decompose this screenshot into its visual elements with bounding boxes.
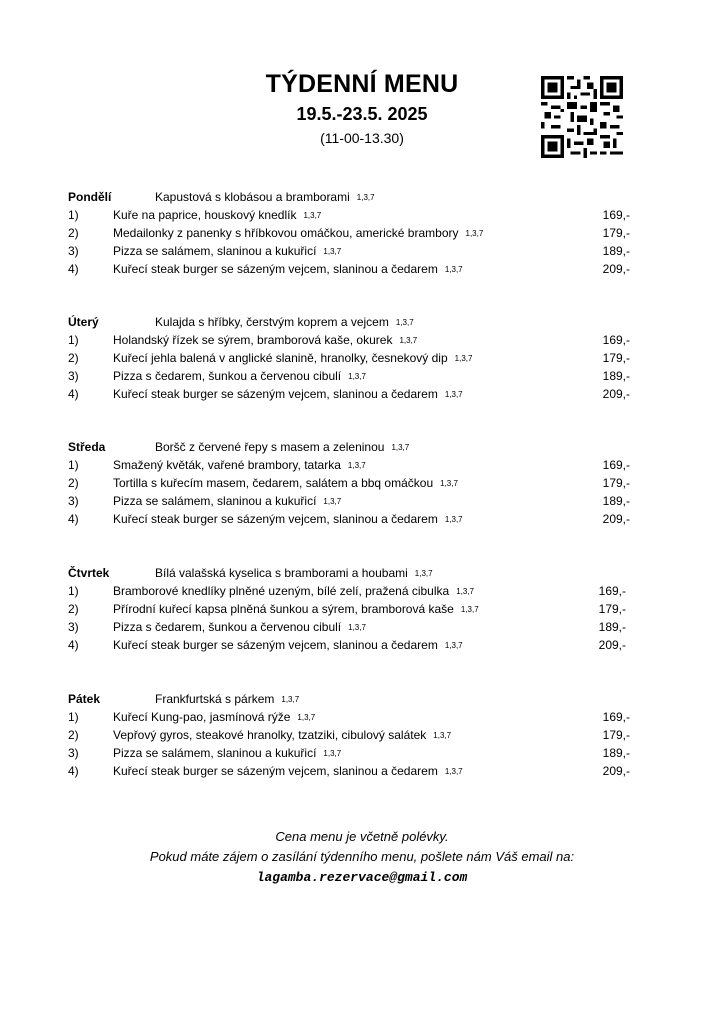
menu-item: 3) Pizza s čedarem, šunkou a červenou cibulí 1,3,7 189,-: [68, 369, 630, 383]
price: 209,-: [602, 262, 630, 276]
day-block-thursday: [0, 564, 724, 654]
allergens: 1,3,7: [356, 193, 375, 202]
menu-item: 4) Kuřecí steak burger se sázeným vejcem, slaninou a čedarem 1,3,7 209,-: [68, 387, 630, 401]
soup-text: Kulajda s hříbky, čerstvým koprem a vejcem 1,3,7: [155, 315, 414, 329]
allergens: 1,3,7: [395, 318, 414, 327]
menu-item: 1) Kuře na paprice, houskový knedlík 1,3,7 169,-: [68, 208, 630, 222]
menu-item: 2) Tortilla s kuřecím masem, čedarem, salátem a bbq omáčkou 1,3,7 179,-: [68, 476, 630, 490]
page-title: TÝDENNÍ MENU: [265, 70, 459, 98]
menu-item: 2) Medailonky z panenky s hříbkovou omáčkou, americké brambory 1,3,7 179,-: [68, 226, 630, 240]
day-block-tuesday: [0, 313, 724, 403]
price: 189,-: [602, 746, 630, 760]
price: 189,-: [602, 494, 630, 508]
menu-item: 3) Pizza se salámem, slaninou a kukuřicí 1,3,7 189,-: [68, 244, 630, 258]
allergens: 1,3,7: [414, 569, 433, 578]
price: 169,-: [602, 208, 630, 222]
menu-item: 2) Přírodní kuřecí kapsa plněná šunkou a sýrem, bramborová kaše 1,3,7 179,-: [68, 602, 626, 616]
day-name: Pátek: [68, 692, 101, 706]
day-block-monday: [0, 188, 724, 278]
price: 189,-: [602, 244, 630, 258]
menu-item: 2) Vepřový gyros, steakové hranolky, tzatziki, cibulový salátek 1,3,7 179,-: [68, 728, 630, 742]
menu-item: 3) Pizza se salámem, slaninou a kukuřicí 1,3,7 189,-: [68, 746, 630, 760]
menu-item: 1) Bramborové knedlíky plněné uzeným, bílé zelí, pražená cibulka 1,3,7 169,-: [68, 584, 626, 598]
price: 189,-: [602, 369, 630, 383]
price: 189,-: [598, 620, 626, 634]
soup-text: Frankfurtská s párkem 1,3,7: [155, 692, 300, 706]
day-name: Pondělí: [68, 190, 112, 204]
menu-item: 3) Pizza s čedarem, šunkou a červenou cibulí 1,3,7 189,-: [68, 620, 626, 634]
qr-code-icon[interactable]: [541, 76, 623, 158]
menu-item: 4) Kuřecí steak burger se sázeným vejcem, slaninou a čedarem 1,3,7 209,-: [68, 638, 626, 652]
menu-item: 1) Smažený květák, vařené brambory, tatarka 1,3,7 169,-: [68, 458, 630, 472]
contact-email-link[interactable]: lagamba.rezervace@gmail.com: [256, 870, 468, 885]
price: 169,-: [598, 584, 626, 598]
soup-row: [0, 313, 724, 331]
menu-item: 2) Kuřecí jehla balená v anglické slanině, hranolky, česnekový dip 1,3,7 179,-: [68, 351, 630, 365]
soup-row: [0, 690, 724, 708]
price: 209,-: [598, 638, 626, 652]
price: 179,-: [602, 226, 630, 240]
price: 179,-: [602, 351, 630, 365]
price: 169,-: [602, 458, 630, 472]
serving-hours: (11-00-13.30): [320, 130, 404, 146]
price: 179,-: [602, 728, 630, 742]
soup-row: [0, 438, 724, 456]
menu-item: 4) Kuřecí steak burger se sázeným vejcem, slaninou a čedarem 1,3,7 209,-: [68, 764, 630, 778]
menu-item: 1) Kuřecí Kung-pao, jasmínová rýže 1,3,7 169,-: [68, 710, 630, 724]
allergens: 1,3,7: [281, 695, 300, 704]
day-name: Středa: [68, 440, 106, 454]
price: 209,-: [602, 387, 630, 401]
price: 169,-: [602, 710, 630, 724]
soup-text: Bílá valašská kyselica s bramborami a houbami 1,3,7: [155, 566, 433, 580]
day-block-wednesday: [0, 438, 724, 528]
menu-item: 1) Holandský řízek se sýrem, bramborová kaše, okurek 1,3,7 169,-: [68, 333, 630, 347]
date-range: 19.5.-23.5. 2025: [296, 104, 428, 124]
day-block-friday: [0, 690, 724, 780]
price: 209,-: [602, 512, 630, 526]
menu-item: 4) Kuřecí steak burger se sázeným vejcem, slaninou a čedarem 1,3,7 209,-: [68, 512, 630, 526]
soup-row: [0, 188, 724, 206]
soup-text: Boršč z červené řepy s masem a zeleninou 1,3,7: [155, 440, 410, 454]
price: 169,-: [602, 333, 630, 347]
menu-item: 3) Pizza se salámem, slaninou a kukuřicí 1,3,7 189,-: [68, 494, 630, 508]
day-name: Úterý: [68, 315, 99, 329]
price: 209,-: [602, 764, 630, 778]
day-name: Čtvrtek: [68, 566, 110, 580]
allergens: 1,3,7: [391, 443, 410, 452]
price: 179,-: [602, 476, 630, 490]
soup-row: [0, 564, 724, 582]
footer-note-price: Cena menu je včetně polévky.: [275, 829, 449, 844]
menu-item: 4) Kuřecí steak burger se sázeným vejcem, slaninou a čedarem 1,3,7 209,-: [68, 262, 630, 276]
soup-text: Kapustová s klobásou a bramborami 1,3,7: [155, 190, 375, 204]
footer-note-subscribe: Pokud máte zájem o zasílání týdenního menu, pošlete nám Váš email na:: [149, 849, 575, 864]
price: 179,-: [598, 602, 626, 616]
